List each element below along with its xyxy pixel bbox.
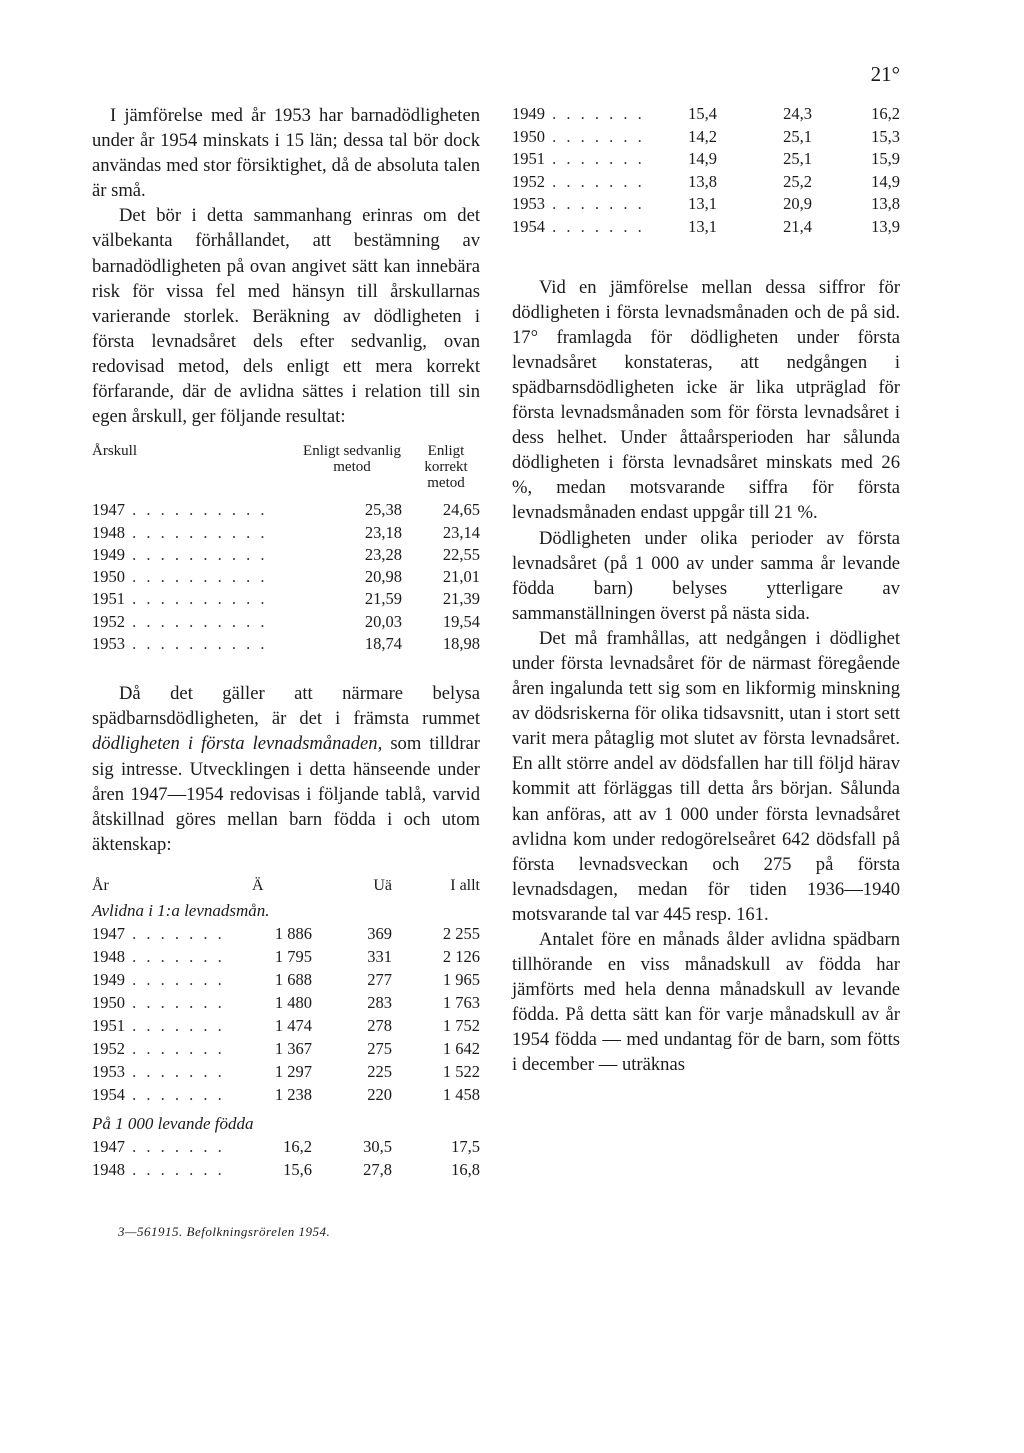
row-value-a: 18,74 — [364, 634, 402, 653]
row-value-b: 225 — [367, 1061, 392, 1081]
row-value-total: 2 255 — [442, 923, 480, 943]
row-value-a: 13,8 — [688, 171, 717, 191]
row-value-total: 16,2 — [871, 104, 900, 123]
col-header-a: Ä — [252, 876, 264, 894]
table-row: 1950 . . . . . . . 1 480 283 1 763 — [92, 992, 480, 1012]
table-row: 1949 . . . . . . . 1 688 277 1 965 — [92, 969, 480, 989]
cohort-mortality-table — [92, 443, 480, 655]
row-value-b: 283 — [367, 992, 392, 1012]
row-value-b: 30,5 — [363, 1136, 392, 1156]
table-row: 1947 . . . . . . . . . . 25,38 24,65 — [92, 499, 480, 521]
table-row: 1952 . . . . . . . 13,8 25,2 14,9 — [512, 171, 900, 194]
row-value-total: 1 522 — [442, 1061, 480, 1081]
table-row: 1953 . . . . . . . 13,1 20,9 13,8 — [512, 193, 900, 216]
page-number: 21° — [870, 62, 900, 86]
row-value-a: 23,18 — [364, 522, 402, 542]
paragraph-3-before: Då det gäller att närmare belysa spädbarnsdödligheten, är det i främsta rummet — [92, 683, 480, 730]
row-year: 1954 — [512, 216, 545, 236]
row-value-a: 1 367 — [274, 1038, 312, 1058]
row-value-b: 21,01 — [442, 567, 480, 587]
row-value-a: 1 297 — [274, 1061, 312, 1081]
row-year: 1950 — [92, 992, 125, 1012]
row-value-total: 14,9 — [871, 171, 900, 191]
col-header-arskull: Årskull — [92, 443, 137, 460]
row-value-b: 24,65 — [442, 500, 480, 520]
page-footer: 3—561915. Befolkningsrörelen 1954. — [118, 1223, 331, 1239]
table-row: 1951 . . . . . . . 1 474 278 1 752 — [92, 1015, 480, 1035]
row-value-a: 20,03 — [364, 611, 402, 631]
row-value-b: 369 — [367, 923, 392, 943]
col-header-korrekt: Enligt korrekt metod — [424, 443, 468, 492]
row-value-a: 15,4 — [688, 104, 717, 123]
row-value-a: 1 238 — [274, 1084, 312, 1104]
table-row: 1951 . . . . . . . . . . 21,59 21,39 — [92, 588, 480, 610]
table-header — [92, 443, 480, 491]
table-row: 1954 . . . . . . . 13,1 21,4 13,9 — [512, 216, 900, 239]
table-row: 1947 . . . . . . . 1 886 369 2 255 — [92, 923, 480, 943]
row-value-a: 16,2 — [283, 1136, 312, 1156]
continued-table — [512, 103, 900, 239]
row-value-a: 1 474 — [274, 1015, 312, 1035]
row-year: 1949 — [92, 969, 125, 989]
row-year: 1951 — [512, 149, 545, 169]
row-year: 1947 — [92, 1136, 125, 1156]
row-value-a: 1 886 — [274, 923, 312, 943]
row-value-a: 15,6 — [283, 1159, 312, 1179]
table-row: 1947 . . . . . . . 16,2 30,5 17,5 — [92, 1136, 480, 1156]
table-row: 1953 . . . . . . . 1 297 225 1 522 — [92, 1061, 480, 1081]
row-value-total: 16,8 — [451, 1159, 480, 1179]
paragraph-3-after: som tilldrar sig intresse. Utvecklingen i detta hänseende under åren 1947—1954 redovisas i följande tablå, varvid åtskillnad göres mellan barn födda i och utom äktenskap: — [92, 733, 480, 855]
table-row: 1948 . . . . . . . 1 795 331 2 126 — [92, 946, 480, 966]
row-value-total: 15,9 — [871, 149, 900, 169]
row-value-b: 27,8 — [363, 1159, 392, 1179]
row-value-total: 1 965 — [442, 969, 480, 989]
table-header — [92, 875, 480, 897]
row-year: 1952 — [512, 171, 545, 191]
row-year: 1950 — [92, 567, 125, 587]
section-label: På 1 000 levande födda — [92, 1113, 254, 1133]
row-value-b: 275 — [367, 1038, 392, 1058]
right-column — [512, 103, 900, 1078]
paragraph-3 — [92, 681, 480, 857]
row-year: 1953 — [92, 634, 125, 653]
col-header-year: År — [92, 876, 109, 894]
row-value-b: 25,2 — [783, 171, 812, 191]
row-value-a: 1 480 — [274, 992, 312, 1012]
table-row: 1950 . . . . . . . 14,2 25,1 15,3 — [512, 126, 900, 149]
row-value-a: 25,38 — [364, 500, 402, 520]
row-value-b: 22,55 — [442, 544, 480, 564]
row-year: 1947 — [92, 923, 125, 943]
paragraph-7: Antalet före en månads ålder avlidna spädbarn tillhörande en viss månadskull av födda har jämförts med hela denna månadskull av levande födda. På detta sätt kan för varje månadskull av år 1954 födda — med undantag för de barn, som fötts i december — uträknas — [512, 929, 900, 1076]
paragraph-4: Vid en jämförelse mellan dessa siffror för dödligheten i första levnadsmånaden och de på sid. 17° framlagda för dödligheten under första levnadsåret konstateras, att nedgången i spädbarnsdödligheten icke är lika utpräglad för första levnadsmånaden som för första levnadsåret i dess helhet. Under åttaårsperioden har sålunda dödligheten i första levnadsåret minskats med 26 %, medan motsvarande siffra för första levnadsmånaden endast uppgår till 21 %. — [512, 276, 900, 524]
table-row: 1954 . . . . . . . 1 238 220 1 458 — [92, 1084, 480, 1104]
row-value-a: 21,59 — [364, 589, 402, 609]
row-value-total: 1 458 — [442, 1084, 480, 1104]
row-value-a: 1 795 — [274, 946, 312, 966]
row-value-total: 1 642 — [442, 1038, 480, 1058]
table-row: 1952 . . . . . . . 1 367 275 1 642 — [92, 1038, 480, 1058]
table-row: 1949 . . . . . . . 15,4 24,3 16,2 — [512, 103, 900, 126]
row-value-a: 14,2 — [688, 126, 717, 146]
row-value-b: 18,98 — [442, 634, 480, 653]
row-year: 1953 — [92, 1061, 125, 1081]
row-year: 1947 — [92, 500, 125, 520]
neonatal-deaths-table — [92, 875, 480, 1181]
row-value-b: 278 — [367, 1015, 392, 1035]
col-header-sedvanlig: Enligt sedvanlig metod — [303, 443, 401, 476]
paragraph-3-emphasis: dödligheten i första levnadsmånaden, — [92, 733, 383, 755]
table-row: 1948 . . . . . . . 15,6 27,8 16,8 — [92, 1159, 480, 1179]
row-year: 1951 — [92, 589, 125, 609]
paragraph-1: I jämförelse med år 1953 har barnadödligheten under år 1954 minskats i 15 län; dessa tal bör dock användas med stor försiktighet, då de absoluta talen är små. — [92, 105, 480, 202]
table-row: 1953 . . . . . . . . . . 18,74 18,98 — [92, 633, 480, 655]
paragraph-6: Det må framhållas, att nedgången i dödlighet under första levnadsåret för de närmast föregående åren ingalunda tett sig som en likformig minskning av dödsriskerna för olika tidsavsnitt, utan i stort sett varit mera påtaglig mot slutet av första levnadsåret. En allt större andel av dödsfallen har till följd härav kommit att förläggas till detta års början. Sålunda kan anföras, att av 1 000 under första levnadsåret avlidna kom under redogörelseåret 642 dödsfall på första levnadsveckan och 275 på första levnadsdagen, medan för tiden 1936—1940 motsvarande tal var 445 resp. 161. — [512, 627, 900, 925]
row-value-a: 1 688 — [274, 969, 312, 989]
row-year: 1948 — [92, 1159, 125, 1179]
table-row: 1952 . . . . . . . . . . 20,03 19,54 — [92, 611, 480, 633]
row-value-a: 13,1 — [688, 216, 717, 236]
row-year: 1948 — [92, 946, 125, 966]
left-column — [92, 103, 480, 1244]
row-value-total: 13,9 — [871, 216, 900, 236]
table-row: 1949 . . . . . . . . . . 23,28 22,55 — [92, 544, 480, 566]
table-row: 1948 . . . . . . . . . . 23,18 23,14 — [92, 522, 480, 544]
row-value-b: 21,4 — [783, 216, 812, 236]
row-year: 1950 — [512, 126, 545, 146]
col-header-total: I allt — [450, 876, 480, 894]
row-value-a: 14,9 — [688, 149, 717, 169]
row-value-b: 331 — [367, 946, 392, 966]
row-value-b: 277 — [367, 969, 392, 989]
row-value-total: 1 763 — [442, 992, 480, 1012]
paragraph-5: Dödligheten under olika perioder av första levnadsåret (på 1 000 av under samma år levande födda barn) belyses ytterligare av sammanställningen överst på nästa sida. — [512, 527, 900, 624]
row-value-a: 23,28 — [364, 544, 402, 564]
row-year: 1948 — [92, 522, 125, 542]
row-value-b: 20,9 — [783, 194, 812, 214]
row-value-total: 13,8 — [871, 194, 900, 214]
row-value-a: 20,98 — [364, 567, 402, 587]
row-value-total: 17,5 — [451, 1136, 480, 1156]
paragraph-2: Det bör i detta sammanhang erinras om det välbekanta förhållandet, att bestämning av barnadödligheten på ovan angivet sätt kan innebära risk för vissa fel med hänsyn till årskullarnas varierande storlek. Beräkning av dödligheten i första levnadsåret dels efter sedvanlig, ovan redovisad metod, dels enligt ett mera korrekt förfarande, där de avlidna sättes i relation till sin egen årskull, ger följande resultat: — [92, 205, 480, 428]
row-year: 1952 — [92, 1038, 125, 1058]
row-value-total: 1 752 — [442, 1015, 480, 1035]
col-header-b: Uä — [373, 876, 392, 894]
row-year: 1951 — [92, 1015, 125, 1035]
row-value-b: 24,3 — [783, 104, 812, 123]
row-value-b: 19,54 — [442, 611, 480, 631]
section-label: Avlidna i 1:a levnadsmån. — [92, 900, 270, 920]
row-value-total: 15,3 — [871, 126, 900, 146]
row-year: 1953 — [512, 194, 545, 214]
table-row: 1950 . . . . . . . . . . 20,98 21,01 — [92, 566, 480, 588]
row-value-b: 25,1 — [783, 149, 812, 169]
row-value-a: 13,1 — [688, 194, 717, 214]
row-value-b: 220 — [367, 1084, 392, 1104]
row-value-b: 21,39 — [442, 589, 480, 609]
row-year: 1952 — [92, 611, 125, 631]
row-value-b: 23,14 — [442, 522, 480, 542]
row-value-total: 2 126 — [442, 946, 480, 966]
row-year: 1949 — [92, 544, 125, 564]
row-year: 1949 — [512, 104, 545, 123]
table-row: 1951 . . . . . . . 14,9 25,1 15,9 — [512, 148, 900, 171]
row-value-b: 25,1 — [783, 126, 812, 146]
row-year: 1954 — [92, 1084, 125, 1104]
